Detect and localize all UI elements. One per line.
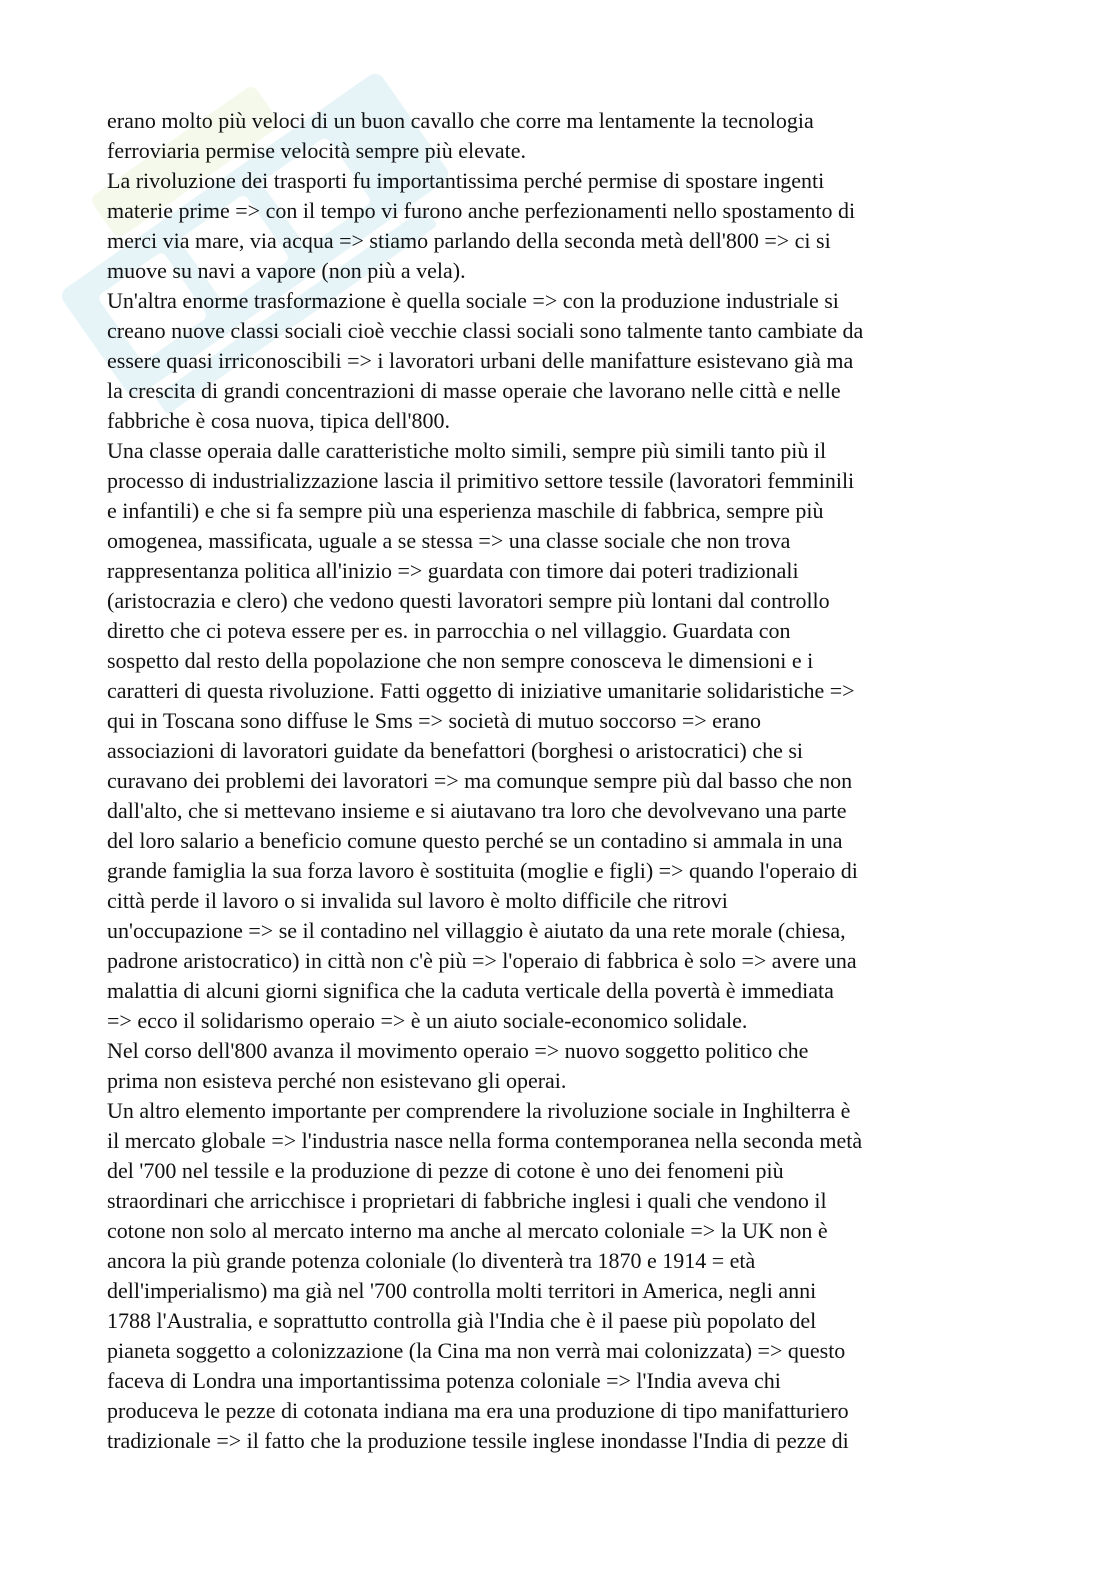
text-line: sospetto dal resto della popolazione che non sempre conosceva le dimensioni e i	[107, 648, 814, 673]
text-line: 1788 l'Australia, e soprattutto controlla già l'India che è il paese più popolato del	[107, 1308, 817, 1333]
text-line: e infantili) e che si fa sempre più una esperienza maschile di fabbrica, sempre più	[107, 498, 824, 523]
text-line: un'occupazione => se il contadino nel villaggio è aiutato da una rete morale (chiesa,	[107, 918, 846, 943]
text-line: del '700 nel tessile e la produzione di pezze di cotone è uno dei fenomeni più	[107, 1158, 784, 1183]
text-line: essere quasi irriconoscibili => i lavoratori urbani delle manifatture esistevano già ma	[107, 348, 854, 373]
text-line: rappresentanza politica all'inizio => guardata con timore dai poteri tradizionali	[107, 558, 799, 583]
text-line: diretto che ci poteva essere per es. in parrocchia o nel villaggio. Guardata con	[107, 618, 791, 643]
text-line: materie prime => con il tempo vi furono anche perfezionamenti nello spostamento di	[107, 198, 856, 223]
text-line: città perde il lavoro o si invalida sul lavoro è molto difficile che ritrovi	[107, 888, 728, 913]
text-line: muove su navi a vapore (non più a vela).	[107, 258, 466, 283]
document-body	[107, 106, 1007, 1456]
text-line: fabbriche è cosa nuova, tipica dell'800.	[107, 408, 450, 433]
text-line: Un altro elemento importante per comprendere la rivoluzione sociale in Inghilterra è	[107, 1098, 851, 1123]
text-line: ancora la più grande potenza coloniale (lo diventerà tra 1870 e 1914 = età	[107, 1248, 756, 1273]
text-line: prima non esisteva perché non esistevano gli operai.	[107, 1068, 567, 1093]
text-line: faceva di Londra una importantissima potenza coloniale => l'India aveva chi	[107, 1368, 781, 1393]
text-line: associazioni di lavoratori guidate da benefattori (borghesi o aristocratici) che si	[107, 738, 804, 763]
text-line: (aristocrazia e clero) che vedono questi lavoratori sempre più lontani dal controllo	[107, 588, 830, 613]
text-line: La rivoluzione dei trasporti fu importantissima perché permise di spostare ingenti	[107, 168, 825, 193]
text-line: grande famiglia la sua forza lavoro è sostituita (moglie e figli) => quando l'operaio di	[107, 858, 858, 883]
text-line: del loro salario a beneficio comune questo perché se un contadino si ammala in una	[107, 828, 843, 853]
text-line: Nel corso dell'800 avanza il movimento operaio => nuovo soggetto politico che	[107, 1038, 809, 1063]
text-line: la crescita di grandi concentrazioni di masse operaie che lavorano nelle città e nelle	[107, 378, 841, 403]
text-line: ferroviaria permise velocità sempre più elevate.	[107, 138, 527, 163]
text-line: curavano dei problemi dei lavoratori => ma comunque sempre più dal basso che non	[107, 768, 853, 793]
text-line: malattia di alcuni giorni significa che la caduta verticale della povertà è immediata	[107, 978, 834, 1003]
text-line: omogenea, massificata, uguale a se stessa => una classe sociale che non trova	[107, 528, 791, 553]
text-line: cotone non solo al mercato interno ma anche al mercato coloniale => la UK non è	[107, 1218, 828, 1243]
text-line: processo di industrializzazione lascia il primitivo settore tessile (lavoratori femminili	[107, 468, 855, 493]
text-line: straordinari che arricchisce i proprietari di fabbriche inglesi i quali che vendono il	[107, 1188, 827, 1213]
text-line: creano nuove classi sociali cioè vecchie classi sociali sono talmente tanto cambiate da	[107, 318, 864, 343]
text-line: il mercato globale => l'industria nasce nella forma contemporanea nella seconda metà	[107, 1128, 863, 1153]
text-line: dall'alto, che si mettevano insieme e si aiutavano tra loro che devolvevano una parte	[107, 798, 847, 823]
text-line: merci via mare, via acqua => stiamo parlando della seconda metà dell'800 => ci si	[107, 228, 831, 253]
text-line: dell'imperialismo) ma già nel '700 controlla molti territori in America, negli anni	[107, 1278, 817, 1303]
text-line: padrone aristocratico) in città non c'è più => l'operaio di fabbrica è solo => avere una	[107, 948, 857, 973]
text-line: produceva le pezze di cotonata indiana ma era una produzione di tipo manifatturiero	[107, 1398, 849, 1423]
text-line: tradizionale => il fatto che la produzione tessile inglese inondasse l'India di pezze di	[107, 1428, 849, 1453]
text-line: Una classe operaia dalle caratteristiche molto simili, sempre più simili tanto più il	[107, 438, 827, 463]
text-line: erano molto più veloci di un buon cavallo che corre ma lentamente la tecnologia	[107, 108, 814, 133]
text-line: qui in Toscana sono diffuse le Sms => società di mutuo soccorso => erano	[107, 708, 762, 733]
text-line: Un'altra enorme trasformazione è quella sociale => con la produzione industriale si	[107, 288, 839, 313]
text-line: => ecco il solidarismo operaio => è un aiuto sociale-economico solidale.	[107, 1008, 748, 1033]
text-line: caratteri di questa rivoluzione. Fatti oggetto di iniziative umanitarie solidaristiche =>	[107, 678, 855, 703]
text-line: pianeta soggetto a colonizzazione (la Cina ma non verrà mai colonizzata) => questo	[107, 1338, 846, 1363]
